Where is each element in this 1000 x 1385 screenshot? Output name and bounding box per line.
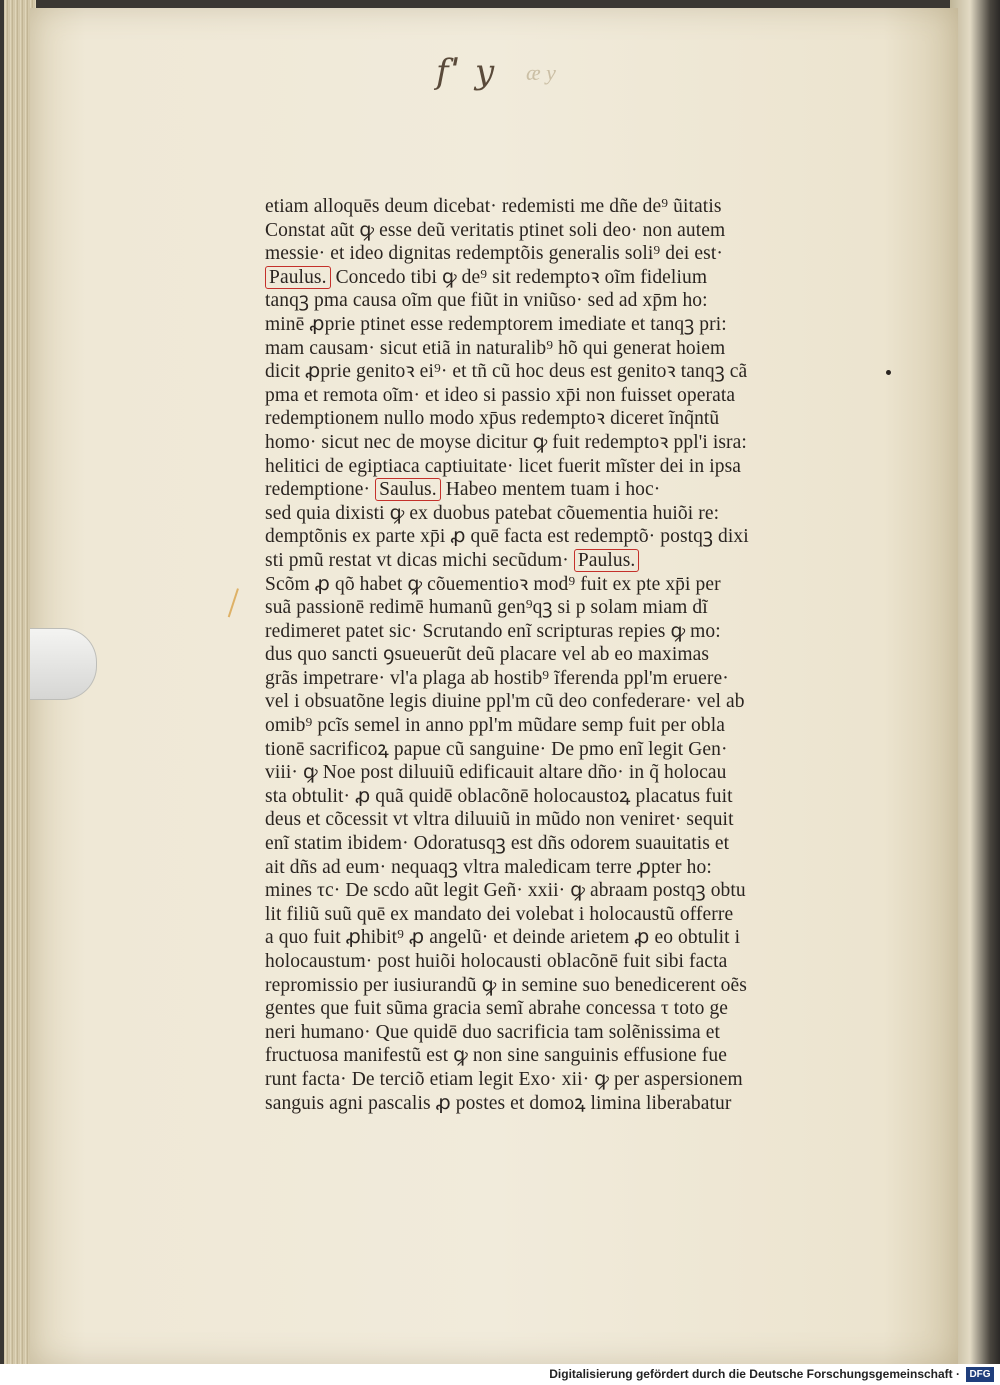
text-segment: tionē sacrificoꝝ papue cũ sanguine· De pmo enĩ legit Gen· — [265, 738, 728, 760]
text-line — [265, 478, 800, 502]
text-segment: demptõnis ex parte xp̄i ꝓ quē facta est redemptõ· postqꝫ dixi — [265, 526, 749, 548]
text-line — [265, 761, 800, 785]
text-line — [265, 785, 800, 809]
text-line — [265, 714, 800, 738]
text-line — [265, 549, 800, 573]
text-segment: redemptione· — [265, 479, 371, 501]
text-segment: Scõm ꝓ qõ habet ꝙ cõuementioꝛ mod⁹ fuit ex pte xp̄i per — [265, 573, 721, 595]
book-clamp — [30, 628, 97, 700]
margin-dot — [886, 370, 891, 375]
text-line — [265, 1068, 800, 1092]
text-line — [265, 360, 800, 384]
text-segment: ait dñs ad eum· nequaqꝫ vltra maledicam terre ꝓpter ho: — [265, 856, 712, 878]
text-line — [265, 738, 800, 762]
text-line — [265, 384, 800, 408]
text-line — [265, 266, 800, 290]
speaker-label: Paulus. — [574, 549, 640, 572]
text-segment: Constat aũt ꝙ esse deũ veritatis ptinet soli deo· non autem — [265, 219, 726, 241]
text-line — [265, 974, 800, 998]
text-segment: sta obtulit· ꝓ quã quidē oblacõnē holocaustoꝝ placatus fuit — [265, 785, 733, 807]
text-segment: fructuosa manifestũ est ꝙ non sine sanguinis effusione fue — [265, 1045, 727, 1067]
text-line — [265, 596, 800, 620]
text-segment: Concedo tibi ꝙ de⁹ sit redemptoꝛ oĩm fidelium — [335, 266, 708, 288]
text-segment: pma et remota oĩm· et ideo si passio xp̄i non fuisset operata — [265, 384, 736, 406]
text-line — [265, 502, 800, 526]
speaker-label: Paulus. — [265, 266, 331, 289]
text-line — [265, 808, 800, 832]
text-segment: sed quia dixisti ꝙ ex duobus patebat cõuementia huiõi re: — [265, 502, 720, 524]
text-line — [265, 690, 800, 714]
text-segment: mam causam· sicut etiã in naturalib⁹ hõ qui generat hoiem — [265, 337, 726, 359]
text-line — [265, 525, 800, 549]
text-segment: mines τc· De scdo aũt legit Geñ· xxii· ꝙ abraam postqꝫ obtu — [265, 880, 746, 902]
folio-number: fˈ y — [436, 52, 497, 92]
text-line — [265, 431, 800, 455]
text-segment: homo· sicut nec de moyse dicitur ꝙ fuit redemptoꝛ ppl'i isra: — [265, 431, 747, 453]
text-line — [265, 407, 800, 431]
text-segment: etiam alloquēs deum dicebat· redemisti me dñe de⁹ ũitatis — [265, 196, 722, 217]
text-line — [265, 926, 800, 950]
text-line — [265, 856, 800, 880]
text-segment: dus quo sancti ꝯsueuerũt deũ placare vel ab eo maximas — [265, 644, 710, 666]
text-line — [265, 195, 800, 219]
text-segment: sanguis agni pascalis ꝓ postes et domoꝝ limina liberabatur — [265, 1092, 732, 1114]
text-line — [265, 1092, 800, 1116]
text-line — [265, 337, 800, 361]
text-block — [265, 195, 800, 1115]
text-line — [265, 455, 800, 479]
text-line — [265, 997, 800, 1021]
text-segment: repromissio per iusiurandũ ꝙ in semine suo benedicerent oẽs — [265, 974, 747, 996]
text-line — [265, 1021, 800, 1045]
dfg-logo: DFG — [966, 1367, 994, 1382]
text-segment: redemptionem nullo modo xp̄us redemptoꝛ diceret ĩnq̃ntũ — [265, 408, 720, 430]
text-segment: enĩ statim ibidem· Odoratusqꝫ est dñs odorem suauitatis et — [265, 833, 730, 855]
text-segment: messie· et ideo dignitas redemptõis generalis soli⁹ dei est· — [265, 243, 723, 265]
text-segment: grãs impetrare· vl'a plaga ab hostib⁹ ĩferenda ppl'm eruere· — [265, 667, 729, 689]
text-segment: viii· ꝙ Noe post diluuiũ edificauit altare dño· in q̃ holocau — [265, 762, 727, 784]
text-line — [265, 313, 800, 337]
text-line — [265, 643, 800, 667]
text-segment: tanqꝫ pma causa oĩm que fiũt in vniũso· sed ad xp̄m ho: — [265, 290, 708, 312]
text-segment: minē ꝓprie ptinet esse redemptorem imediate et tanqꝫ pri: — [265, 313, 727, 335]
text-line — [265, 832, 800, 856]
text-segment: Habeo mentem tuam i hoc· — [445, 479, 661, 501]
text-line — [265, 1044, 800, 1068]
text-segment: runt facta· De terciõ etiam legit Exo· xii· ꝙ per aspersionem — [265, 1068, 743, 1090]
text-line — [265, 903, 800, 927]
text-segment: lit filiũ suũ quē ex mandato dei volebat i holocaustũ offerre — [265, 903, 734, 925]
text-segment: omib⁹ pcĩs semel in anno ppl'm mũdare semp fuit per obla — [265, 715, 725, 737]
text-segment: a quo fuit ꝓhibit⁹ ꝓ angelũ· et deinde arietem ꝓ eo obtulit i — [265, 927, 741, 949]
text-segment: deus et cõcessit vt vltra diluuiũ in mũdo non veniret· sequit — [265, 809, 734, 831]
text-line — [265, 879, 800, 903]
text-segment: suã passionē redimē humanũ gen⁹qꝫ si p solam miam dĩ — [265, 597, 708, 619]
text-segment: dicit ꝓprie genitoꝛ ei⁹· et tñ cũ hoc deus est genitoꝛ tanqꝫ cã — [265, 361, 748, 383]
speaker-label: Saulus. — [375, 478, 441, 501]
ghost-folio-mark: æ y — [526, 60, 556, 85]
text-line — [265, 289, 800, 313]
text-line — [265, 219, 800, 243]
text-line — [265, 242, 800, 266]
text-segment: redimeret patet sic· Scrutando enĩ scripturas repies ꝙ mo: — [265, 620, 721, 642]
text-segment: gentes que fuit sũma gracia semĩ abrahe concessa τ toto ge — [265, 998, 729, 1020]
text-segment: helitici de egiptiaca captiuitate· licet fuerit mĩster dei in ipsa — [265, 455, 742, 477]
text-line — [265, 620, 800, 644]
text-line — [265, 950, 800, 974]
text-segment: vel i obsuatõne legis diuine ppl'm cũ deo confederare· vel ab — [265, 691, 745, 713]
text-segment: neri humano· Que quidē duo sacrificia tam solẽnissima et — [265, 1021, 721, 1043]
text-line — [265, 667, 800, 691]
funding-credit: Digitalisierung gefördert durch die Deutsche Forschungsgemeinschaft · — [549, 1367, 960, 1381]
text-segment: holocaustum· post huiõi holocausti oblacõnē fuit sibi facta — [265, 951, 728, 972]
text-line — [265, 573, 800, 597]
footer-bar — [0, 1364, 1000, 1385]
text-segment: sti pmũ restat vt dicas michi secũdum· — [265, 549, 569, 571]
